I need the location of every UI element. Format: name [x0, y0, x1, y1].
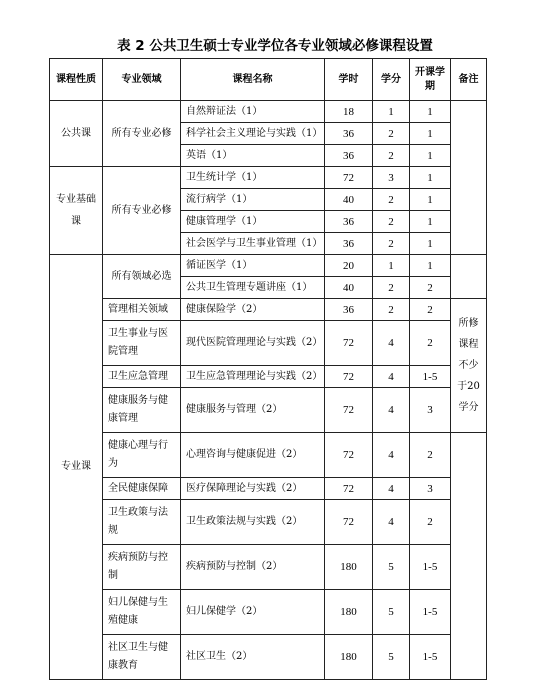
- course-cell: 英语（1）: [181, 145, 325, 167]
- course-cell: 疾病预防与控制（2）: [181, 545, 325, 590]
- table-row: [50, 635, 487, 680]
- note-cell: 所修课程不少于20学分: [451, 299, 487, 433]
- hours-cell: 180: [325, 590, 373, 635]
- term-cell: 1-5: [410, 545, 451, 590]
- field-cell: 所有领域必选: [103, 255, 181, 299]
- hours-cell: 72: [325, 433, 373, 478]
- credits-cell: 4: [373, 478, 410, 500]
- table-row: [50, 101, 487, 123]
- credits-cell: 5: [373, 545, 410, 590]
- term-cell: 2: [410, 321, 451, 366]
- credits-cell: 2: [373, 123, 410, 145]
- header-term: 开课学期: [410, 59, 451, 101]
- credits-cell: 4: [373, 433, 410, 478]
- term-cell: 1-5: [410, 635, 451, 680]
- note-empty-cell: [451, 101, 487, 255]
- course-cell: 循证医学（1）: [181, 255, 325, 277]
- field-cell: 卫生应急管理: [103, 366, 181, 388]
- table-row: [50, 500, 487, 545]
- term-cell: 1: [410, 123, 451, 145]
- table-row: [50, 478, 487, 500]
- credits-cell: 2: [373, 299, 410, 321]
- table-row: [50, 255, 487, 277]
- hours-cell: 72: [325, 478, 373, 500]
- credits-cell: 4: [373, 366, 410, 388]
- header-credits: 学分: [373, 59, 410, 101]
- credits-cell: 2: [373, 277, 410, 299]
- course-cell: 医疗保障理论与实践（2）: [181, 478, 325, 500]
- credits-cell: 4: [373, 500, 410, 545]
- term-cell: 3: [410, 388, 451, 433]
- credits-cell: 2: [373, 211, 410, 233]
- hours-cell: 36: [325, 299, 373, 321]
- term-cell: 1: [410, 145, 451, 167]
- credits-cell: 4: [373, 321, 410, 366]
- course-cell: 卫生政策法规与实践（2）: [181, 500, 325, 545]
- hours-cell: 72: [325, 500, 373, 545]
- header-course: 课程名称: [181, 59, 325, 101]
- header-category: 课程性质: [50, 59, 103, 101]
- hours-cell: 40: [325, 277, 373, 299]
- field-cell: 卫生事业与医院管理: [103, 321, 181, 366]
- course-cell: 妇儿保健学（2）: [181, 590, 325, 635]
- field-cell: 全民健康保障: [103, 478, 181, 500]
- header-note: 备注: [451, 59, 487, 101]
- header-row: [50, 59, 487, 101]
- hours-cell: 36: [325, 123, 373, 145]
- group-public: 公共课: [50, 101, 103, 167]
- hours-cell: 180: [325, 635, 373, 680]
- credits-cell: 5: [373, 590, 410, 635]
- field-cell: 社区卫生与健康教育: [103, 635, 181, 680]
- field-cell: 所有专业必修: [103, 167, 181, 255]
- term-cell: 1: [410, 255, 451, 277]
- course-cell: 公共卫生管理专题讲座（1）: [181, 277, 325, 299]
- note-empty-cell: [451, 433, 487, 680]
- term-cell: 2: [410, 299, 451, 321]
- group-professional: 专业课: [50, 255, 103, 680]
- hours-cell: 36: [325, 211, 373, 233]
- hours-cell: 180: [325, 545, 373, 590]
- table-row: [50, 388, 487, 433]
- course-cell: 科学社会主义理论与实践（1）: [181, 123, 325, 145]
- term-cell: 3: [410, 478, 451, 500]
- hours-cell: 72: [325, 321, 373, 366]
- hours-cell: 72: [325, 388, 373, 433]
- hours-cell: 18: [325, 101, 373, 123]
- course-cell: 心理咨询与健康促进（2）: [181, 433, 325, 478]
- term-cell: 1-5: [410, 366, 451, 388]
- course-cell: 社区卫生（2）: [181, 635, 325, 680]
- term-cell: 1-5: [410, 590, 451, 635]
- term-cell: 1: [410, 233, 451, 255]
- table-row: [50, 366, 487, 388]
- credits-cell: 3: [373, 167, 410, 189]
- table-row: [50, 590, 487, 635]
- field-cell: 管理相关领域: [103, 299, 181, 321]
- term-cell: 1: [410, 167, 451, 189]
- hours-cell: 36: [325, 145, 373, 167]
- field-cell: 卫生政策与法规: [103, 500, 181, 545]
- hours-cell: 72: [325, 167, 373, 189]
- credits-cell: 5: [373, 635, 410, 680]
- term-cell: 1: [410, 101, 451, 123]
- term-cell: 2: [410, 277, 451, 299]
- course-cell: 自然辩证法（1）: [181, 101, 325, 123]
- term-cell: 1: [410, 211, 451, 233]
- credits-cell: 2: [373, 145, 410, 167]
- credits-cell: 2: [373, 233, 410, 255]
- group-basic: 专业基础课: [50, 167, 103, 255]
- hours-cell: 72: [325, 366, 373, 388]
- field-cell: 妇儿保健与生殖健康: [103, 590, 181, 635]
- field-cell: 健康心理与行为: [103, 433, 181, 478]
- hours-cell: 40: [325, 189, 373, 211]
- table-row: [50, 433, 487, 478]
- course-cell: 卫生应急管理理论与实践（2）: [181, 366, 325, 388]
- table-row: [50, 167, 487, 189]
- credits-cell: 1: [373, 101, 410, 123]
- term-cell: 2: [410, 433, 451, 478]
- hours-cell: 36: [325, 233, 373, 255]
- course-cell: 健康管理学（1）: [181, 211, 325, 233]
- field-cell: 所有专业必修: [103, 101, 181, 167]
- table-row: [50, 545, 487, 590]
- term-cell: 1: [410, 189, 451, 211]
- header-field: 专业领域: [103, 59, 181, 101]
- course-cell: 健康服务与管理（2）: [181, 388, 325, 433]
- credits-cell: 1: [373, 255, 410, 277]
- table-row: [50, 321, 487, 366]
- table-row: [50, 299, 487, 321]
- hours-cell: 20: [325, 255, 373, 277]
- table-title: 表 2 公共卫生硕士专业学位各专业领域必修课程设置: [117, 38, 433, 54]
- course-cell: 社会医学与卫生事业管理（1）: [181, 233, 325, 255]
- course-cell: 现代医院管理理论与实践（2）: [181, 321, 325, 366]
- field-cell: 健康服务与健康管理: [103, 388, 181, 433]
- curriculum-table: [49, 58, 487, 680]
- field-cell: 疾病预防与控制: [103, 545, 181, 590]
- credits-cell: 4: [373, 388, 410, 433]
- term-cell: 2: [410, 500, 451, 545]
- note-empty-cell: [451, 255, 487, 299]
- header-hours: 学时: [325, 59, 373, 101]
- course-cell: 流行病学（1）: [181, 189, 325, 211]
- credits-cell: 2: [373, 189, 410, 211]
- course-cell: 健康保险学（2）: [181, 299, 325, 321]
- course-cell: 卫生统计学（1）: [181, 167, 325, 189]
